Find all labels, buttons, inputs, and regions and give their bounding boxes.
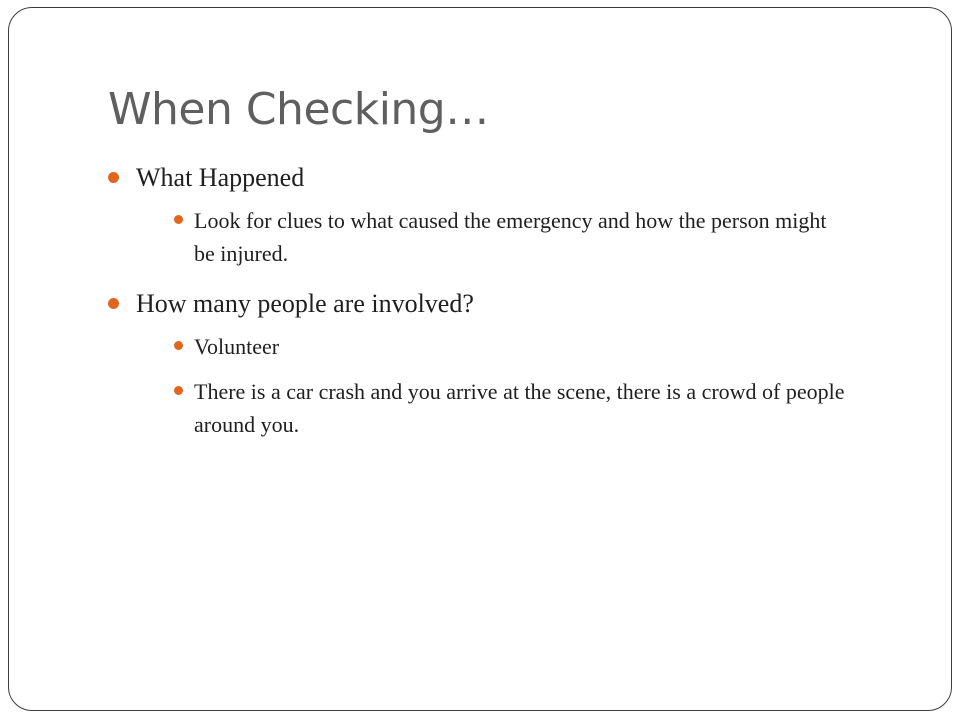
sub-bullet-item: [164, 330, 846, 363]
bullet-item: [106, 286, 846, 441]
sub-bullet-item: [164, 375, 846, 441]
bullet-dot-icon: [174, 386, 183, 395]
bullet-dot-icon: [108, 298, 119, 309]
bullet-dot-icon: [174, 341, 183, 350]
sub-bullet-text: There is a car crash and you arrive at the scene, there is a crowd of people around you.: [194, 379, 845, 437]
bullet-dot-icon: [108, 172, 119, 183]
sub-bullet-text: Volunteer: [194, 334, 280, 359]
bullet-text: How many people are involved?: [136, 289, 474, 318]
sub-bullet-text: Look for clues to what caused the emergency and how the person might be injured.: [194, 208, 827, 266]
bullet-dot-icon: [174, 215, 183, 224]
bullet-list: [106, 160, 846, 441]
sub-bullet-list: [136, 204, 846, 270]
sub-bullet-list: [136, 330, 846, 441]
slide-title: When Checking…: [108, 84, 489, 135]
bullet-item: [106, 160, 846, 270]
sub-bullet-item: [164, 204, 846, 270]
bullet-text: What Happened: [136, 163, 305, 192]
